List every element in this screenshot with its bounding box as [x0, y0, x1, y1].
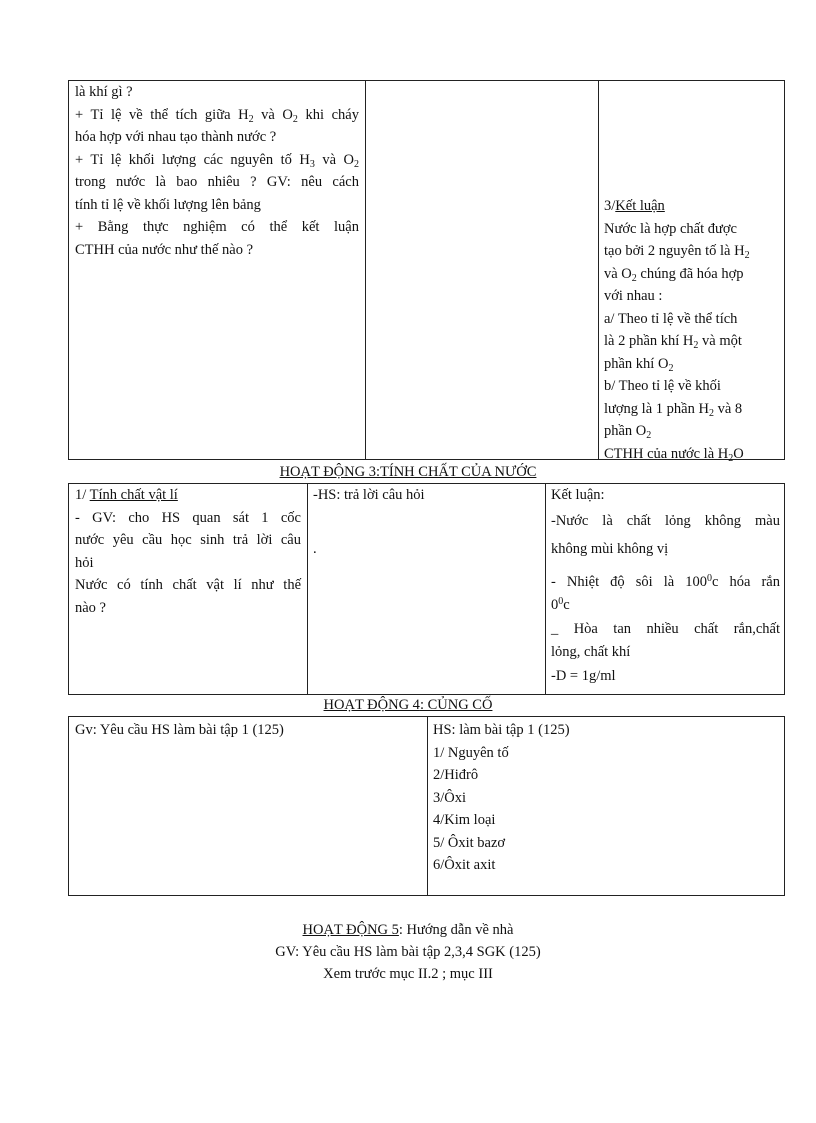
text-line: phần $O_2$ [604, 423, 652, 441]
text-line: và $O_2$ chúng đã hóa hợp [604, 265, 744, 284]
preview-line: Xem trước mục II.2 ; mục III [323, 966, 493, 982]
text-line: với nhau : [604, 288, 663, 304]
text-line: không mùi không vị [551, 541, 669, 557]
text-line: trong nước là bao nhiêu ? GV: nêu cách [75, 174, 359, 190]
conclusion-cell [604, 195, 779, 465]
section-title: 1/ Tính chất vật lí [75, 487, 178, 503]
activity-4-heading: HOẠT ĐỘNG 4: CỦNG CỐ [323, 697, 493, 713]
text-line: lượng là 1 phần $H_2$ và 8 [604, 400, 743, 419]
text-line: Gv: Yêu cầu HS làm bài tập 1 (125) [75, 722, 284, 738]
student-answer-cell [313, 484, 539, 560]
text-line: -Nước là chất lỏng không màu [551, 512, 780, 529]
text-line: + Tỉ lệ khối lượng các nguyên tố $H_3$ và $O_2$ [75, 151, 359, 170]
text-line: hỏi [75, 554, 94, 571]
list-item: 6/Ôxit axit [433, 857, 496, 873]
activity-3-heading: HOẠT ĐỘNG 3:TÍNH CHẤT CỦA NƯỚC [279, 464, 537, 480]
text-line: + Bằng thực nghiệm có thể kết luận [75, 219, 359, 235]
activity-5-heading: HOẠT ĐỘNG 5: Hướng dẫn về nhà [302, 922, 514, 938]
text-line: b/ Theo tỉ lệ về khối [604, 378, 721, 394]
table-divider [598, 80, 599, 460]
conclusion-title: 3/Kết luận [604, 198, 665, 214]
list-item: 2/Hiđrô [433, 767, 479, 783]
list-item: 5/ Ôxit bazơ [433, 834, 506, 851]
text-line: . [313, 540, 317, 557]
text-line: Nước là hợp chất được [604, 220, 737, 237]
text-line: là khí gì ? [75, 84, 133, 100]
text-line: tính tỉ lệ về khối lượng lên bảng [75, 196, 261, 213]
text-line: + Tỉ lệ về thể tích giữa $H_2$ và $O_2$ khi cháy [75, 106, 359, 125]
text-line: Kết luận: [551, 487, 605, 503]
text-line: - GV: cho HS quan sát 1 cốc [75, 509, 301, 526]
teacher-request-cell [75, 719, 420, 742]
table-divider [365, 80, 366, 460]
teacher-activity-cell [75, 81, 359, 261]
list-item: 3/Ôxi [433, 789, 467, 806]
text-line: tạo bởi 2 nguyên tố là $H_2$ [604, 243, 750, 261]
text-line: CTHH của nước như thế nào ? [75, 241, 254, 258]
table-divider [307, 483, 308, 695]
text-line: a/ Theo tỉ lệ về thể tích [604, 310, 738, 327]
text-line: _ Hòa tan nhiều chất rắn,chất [551, 620, 780, 637]
text-line: -HS: trả lời câu hỏi [313, 487, 425, 503]
table-divider [427, 716, 428, 896]
text-line: - Nhiệt độ sôi là $100^0c$ hóa rắn [551, 572, 780, 590]
homework-line: GV: Yêu cầu HS làm bài tập 2,3,4 SGK (125) [275, 944, 541, 960]
conclusion-cell [551, 484, 780, 688]
text-line: nước yêu cầu học sinh trả lời câu [75, 532, 301, 548]
list-item: HS: làm bài tập 1 (125) [433, 722, 570, 738]
text-line: $0^0c$ [551, 596, 570, 613]
list-item: 4/Kim loại [433, 812, 496, 828]
student-exercise-cell [433, 719, 778, 877]
text-line: hóa hợp với nhau tạo thành nước ? [75, 129, 277, 145]
text-line: CTHH của nước là $H_2O$ [604, 445, 744, 464]
text-line: nào ? [75, 599, 106, 616]
text-line: là 2 phần khí $H_2$ và một [604, 333, 742, 351]
table-divider [545, 483, 546, 695]
text-line: lỏng, chất khí [551, 644, 631, 660]
text-line: phần khí $O_2$ [604, 355, 674, 374]
list-item: 1/ Nguyên tố [433, 744, 509, 761]
physical-properties-cell [75, 484, 301, 619]
text-line: Nước có tính chất vật lí như thế [75, 577, 301, 593]
text-line: -D = 1g/ml [551, 667, 616, 684]
